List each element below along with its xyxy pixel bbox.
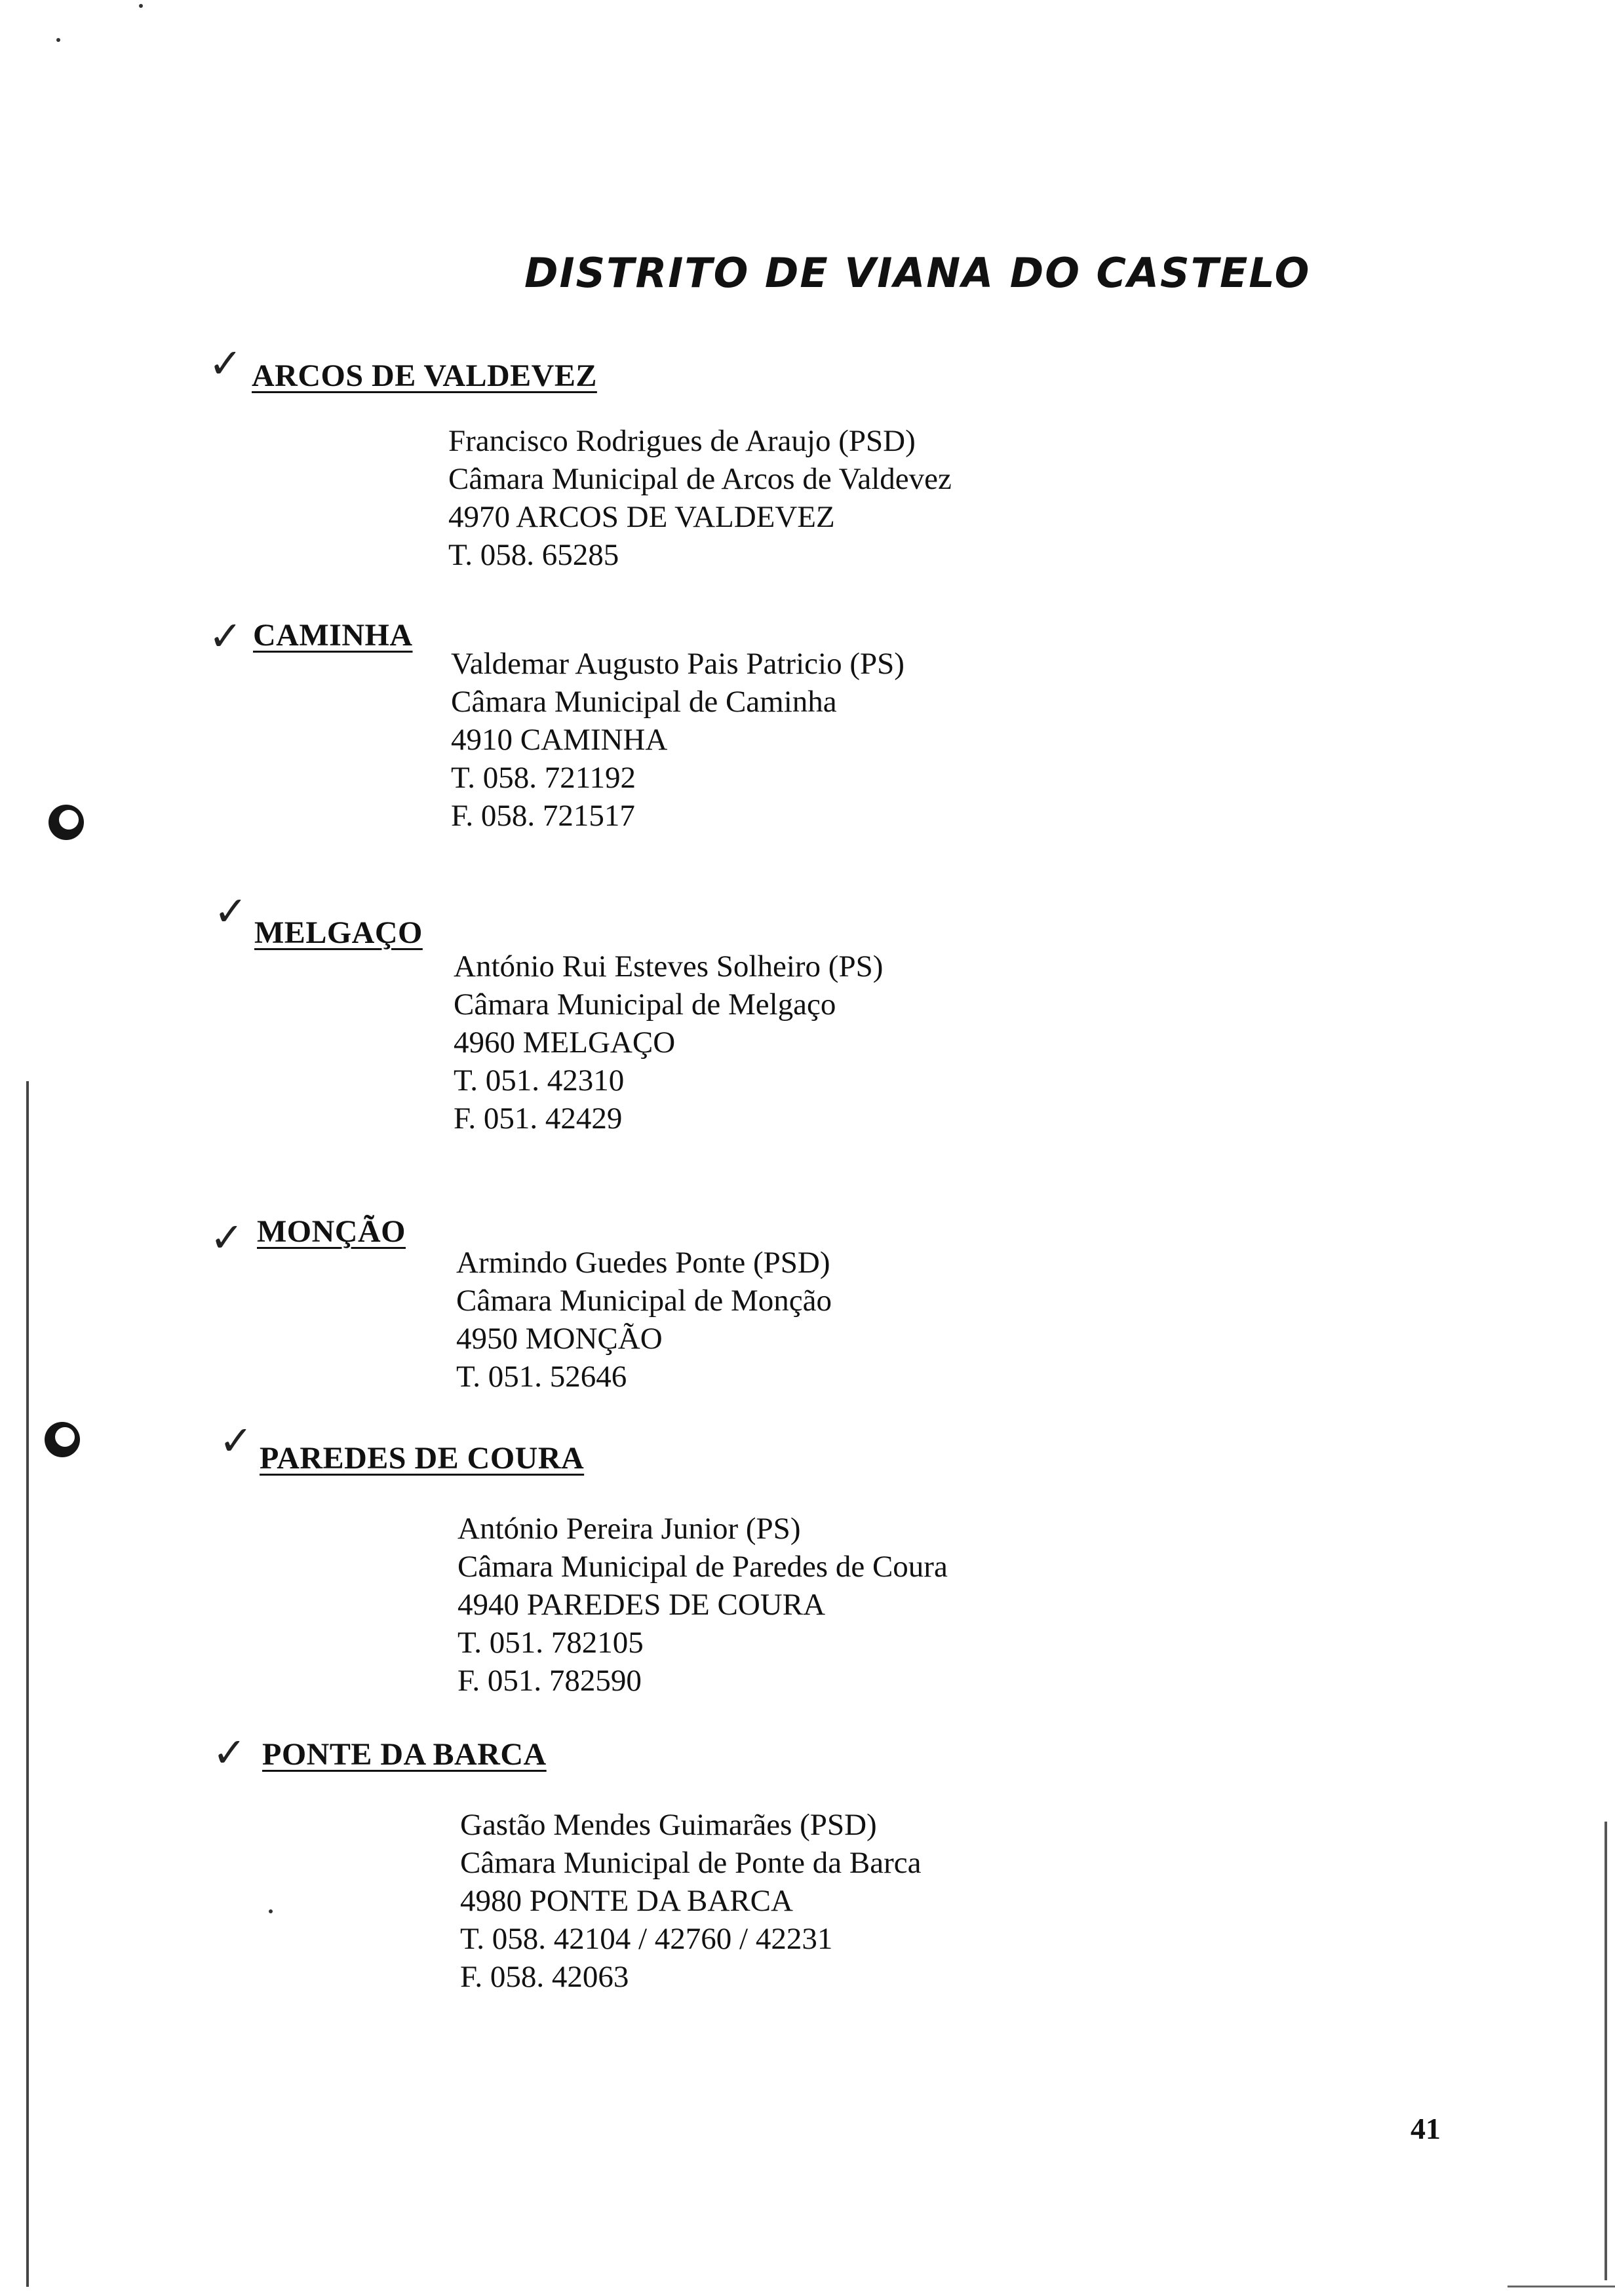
page-number: 41 [1411, 2112, 1441, 2145]
telephone: T. 058. 65285 [448, 538, 619, 572]
municipality-heading: PAREDES DE COURA [260, 1441, 585, 1476]
scan-edge-left [26, 1081, 29, 2287]
page-title: DISTRITO DE VIANA DO CASTELO [524, 249, 1311, 297]
municipality-heading: CAMINHA [253, 618, 413, 653]
check-mark-icon: ✓ [208, 339, 243, 387]
telephone: T. 051. 782105 [457, 1626, 644, 1660]
fax: F. 051. 782590 [457, 1664, 642, 1698]
punch-hole-icon [45, 1422, 80, 1457]
fax: F. 058. 42063 [460, 1960, 629, 1994]
mayor-name: António Pereira Junior (PS) [457, 1512, 801, 1546]
postal-address: 4950 MONÇÃO [456, 1322, 663, 1356]
fax: F. 051. 42429 [454, 1101, 623, 1136]
check-mark-icon: ✓ [210, 1214, 244, 1261]
check-mark-icon: ✓ [219, 1417, 253, 1464]
punch-hole-icon [49, 805, 84, 840]
municipality-heading: PONTE DA BARCA [262, 1737, 547, 1772]
contact-block [460, 1806, 921, 1996]
council-name: Câmara Municipal de Arcos de Valdevez [448, 462, 952, 496]
telephone: T. 051. 52646 [456, 1360, 627, 1394]
mayor-name: Francisco Rodrigues de Araujo (PSD) [448, 424, 916, 458]
mayor-name: Valdemar Augusto Pais Patricio (PS) [451, 647, 905, 681]
postal-address: 4970 ARCOS DE VALDEVEZ [448, 500, 835, 534]
contact-block [454, 947, 883, 1138]
municipality-heading: MELGAÇO [254, 915, 423, 950]
scan-edge-right [1605, 1822, 1607, 2280]
mayor-name: Armindo Guedes Ponte (PSD) [456, 1246, 830, 1280]
scan-speck [56, 38, 60, 42]
municipality-heading: ARCOS DE VALDEVEZ [252, 358, 597, 393]
postal-address: 4960 MELGAÇO [454, 1025, 676, 1060]
municipality-heading: MONÇÃO [257, 1214, 406, 1249]
telephone: T. 058. 42104 / 42760 / 42231 [460, 1922, 833, 1956]
council-name: Câmara Municipal de Ponte da Barca [460, 1846, 922, 1880]
council-name: Câmara Municipal de Monção [456, 1284, 832, 1318]
mayor-name: Gastão Mendes Guimarães (PSD) [460, 1808, 877, 1842]
contact-block [456, 1244, 832, 1396]
council-name: Câmara Municipal de Melgaço [454, 987, 836, 1022]
check-mark-icon: ✓ [208, 612, 243, 660]
contact-block [451, 645, 905, 835]
check-mark-icon: ✓ [214, 887, 248, 935]
contact-block [448, 422, 952, 574]
postal-address: 4910 CAMINHA [451, 723, 668, 757]
telephone: T. 058. 721192 [451, 761, 636, 795]
fax: F. 058. 721517 [451, 799, 635, 833]
council-name: Câmara Municipal de Paredes de Coura [457, 1550, 948, 1584]
council-name: Câmara Municipal de Caminha [451, 685, 837, 719]
scan-speck [269, 1909, 273, 1913]
postal-address: 4980 PONTE DA BARCA [460, 1884, 793, 1918]
contact-block [457, 1510, 948, 1700]
telephone: T. 051. 42310 [454, 1063, 625, 1098]
postal-address: 4940 PAREDES DE COURA [457, 1588, 826, 1622]
mayor-name: António Rui Esteves Solheiro (PS) [454, 949, 884, 984]
scan-edge-bottom [1508, 2286, 1615, 2287]
scan-speck [139, 4, 143, 8]
check-mark-icon: ✓ [212, 1729, 246, 1776]
